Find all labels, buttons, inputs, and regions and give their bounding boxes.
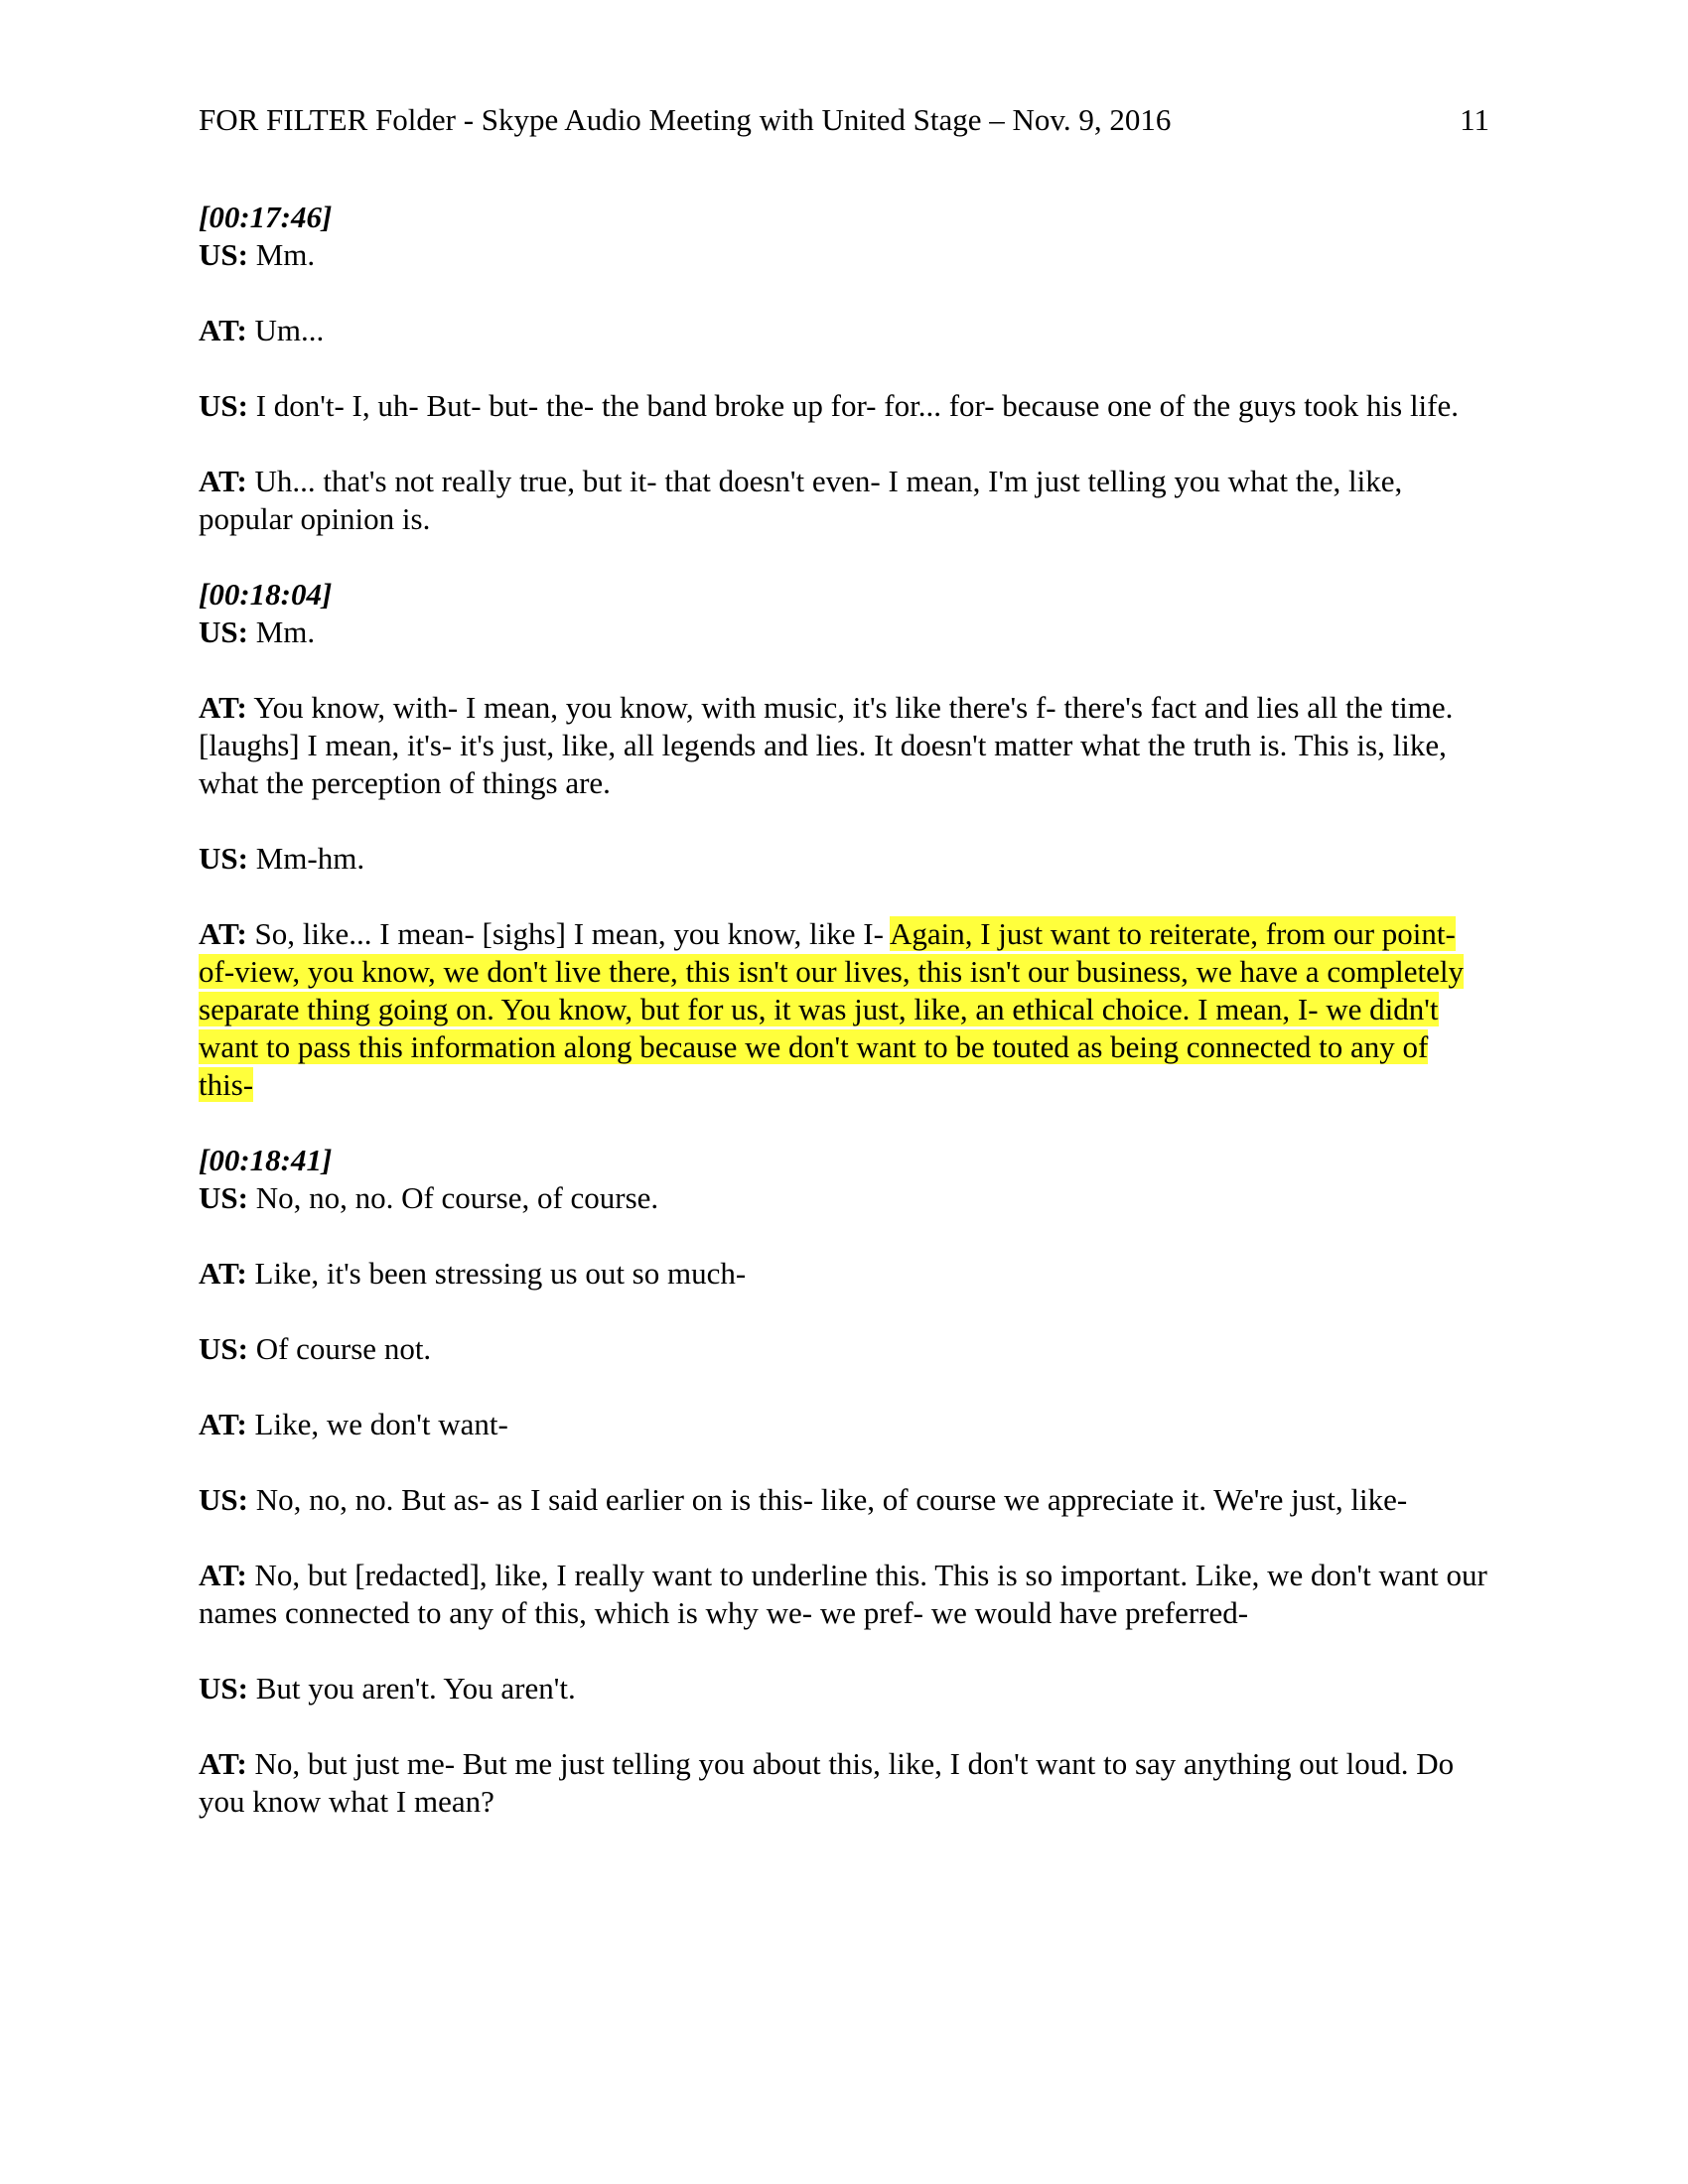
transcript-entry <box>199 1142 1489 1217</box>
speaker-label: AT: <box>199 313 247 347</box>
transcript-entry <box>199 387 1489 425</box>
transcript-entry <box>199 1670 1489 1707</box>
page-number: 11 <box>1460 102 1489 137</box>
speaker-label: AT: <box>199 1558 247 1592</box>
speaker-label: US: <box>199 237 248 272</box>
speaker-label: US: <box>199 841 248 876</box>
transcript-body <box>199 199 1489 1858</box>
transcript-entry <box>199 1745 1489 1821</box>
timestamp: [00:18:04] <box>199 577 333 612</box>
utterance-text: But you aren't. You aren't. <box>247 1671 576 1706</box>
timestamp: [00:18:41] <box>199 1143 333 1177</box>
transcript-entry <box>199 1406 1489 1443</box>
speaker-label: US: <box>199 1180 248 1215</box>
utterance-text: You know, with- I mean, you know, with music, it's like there's f- there's fact and lies all the time. [laughs] I mean, it's- it's just, like, all legends and lies. It doesn't matter what the truth is. This is, like, what the perception of things are. <box>199 690 1454 800</box>
transcript-entry <box>199 312 1489 349</box>
speaker-label: AT: <box>199 1256 247 1291</box>
transcript-entry <box>199 576 1489 651</box>
utterance-text: I don't- I, uh- But- but- the- the band broke up for- for... for- because one of the guys took his life. <box>247 388 1460 423</box>
utterance-text: No, but just me- But me just telling you about this, like, I don't want to say anything out loud. Do you know what I mean? <box>199 1746 1455 1819</box>
utterance-text: Mm. <box>247 237 316 272</box>
utterance-text: Uh... that's not really true, but it- that doesn't even- I mean, I'm just telling you what the, like, popular opinion is. <box>199 464 1403 536</box>
document-title: FOR FILTER Folder - Skype Audio Meeting with United Stage – Nov. 9, 2016 <box>199 102 1172 137</box>
speaker-label: US: <box>199 1671 248 1706</box>
speaker-label: AT: <box>199 1407 247 1441</box>
transcript-entry <box>199 1255 1489 1293</box>
transcript-entry <box>199 1557 1489 1632</box>
speaker-label: AT: <box>199 690 247 725</box>
speaker-label: US: <box>199 388 248 423</box>
transcript-entry <box>199 463 1489 538</box>
utterance-text: So, like... I mean- [sighs] I mean, you know, like I- <box>246 916 890 951</box>
speaker-label: AT: <box>199 1746 247 1781</box>
utterance-text: Um... <box>246 313 325 347</box>
speaker-label: US: <box>199 614 248 649</box>
speaker-label: AT: <box>199 464 247 498</box>
utterance-text: Mm-hm. <box>247 841 365 876</box>
timestamp: [00:17:46] <box>199 200 333 234</box>
transcript-entry <box>199 915 1489 1104</box>
speaker-label: US: <box>199 1331 248 1366</box>
utterance-text: Like, we don't want- <box>246 1407 508 1441</box>
utterance-text: Like, it's been stressing us out so much- <box>246 1256 747 1291</box>
speaker-label: AT: <box>199 916 247 951</box>
utterance-text: No, no, no. Of course, of course. <box>247 1180 659 1215</box>
highlighted-text: Again, I just want to reiterate, from our point-of-view, you know, we don't live there, this isn't our lives, this isn't our business, we have a completely separate thing going on. You know, but for us, it was just, like, an ethical choice. I mean, I- we didn't want to pass this information along because we don't want to be touted as being connected to any of this- <box>199 916 1465 1102</box>
speaker-label: US: <box>199 1482 248 1517</box>
transcript-entry <box>199 689 1489 802</box>
utterance-text: No, no, no. But as- as I said earlier on is this- like, of course we appreciate it. We're just, like- <box>247 1482 1408 1517</box>
utterance-text: Mm. <box>247 614 316 649</box>
transcript-entry <box>199 199 1489 274</box>
utterance-text: Of course not. <box>247 1331 432 1366</box>
transcript-entry <box>199 840 1489 878</box>
utterance-text: No, but [redacted], like, I really want to underline this. This is so important. Like, we don't want our names connected to any of this, which is why we- we pref- we would have preferred- <box>199 1558 1487 1630</box>
transcript-entry <box>199 1481 1489 1519</box>
transcript-entry <box>199 1330 1489 1368</box>
